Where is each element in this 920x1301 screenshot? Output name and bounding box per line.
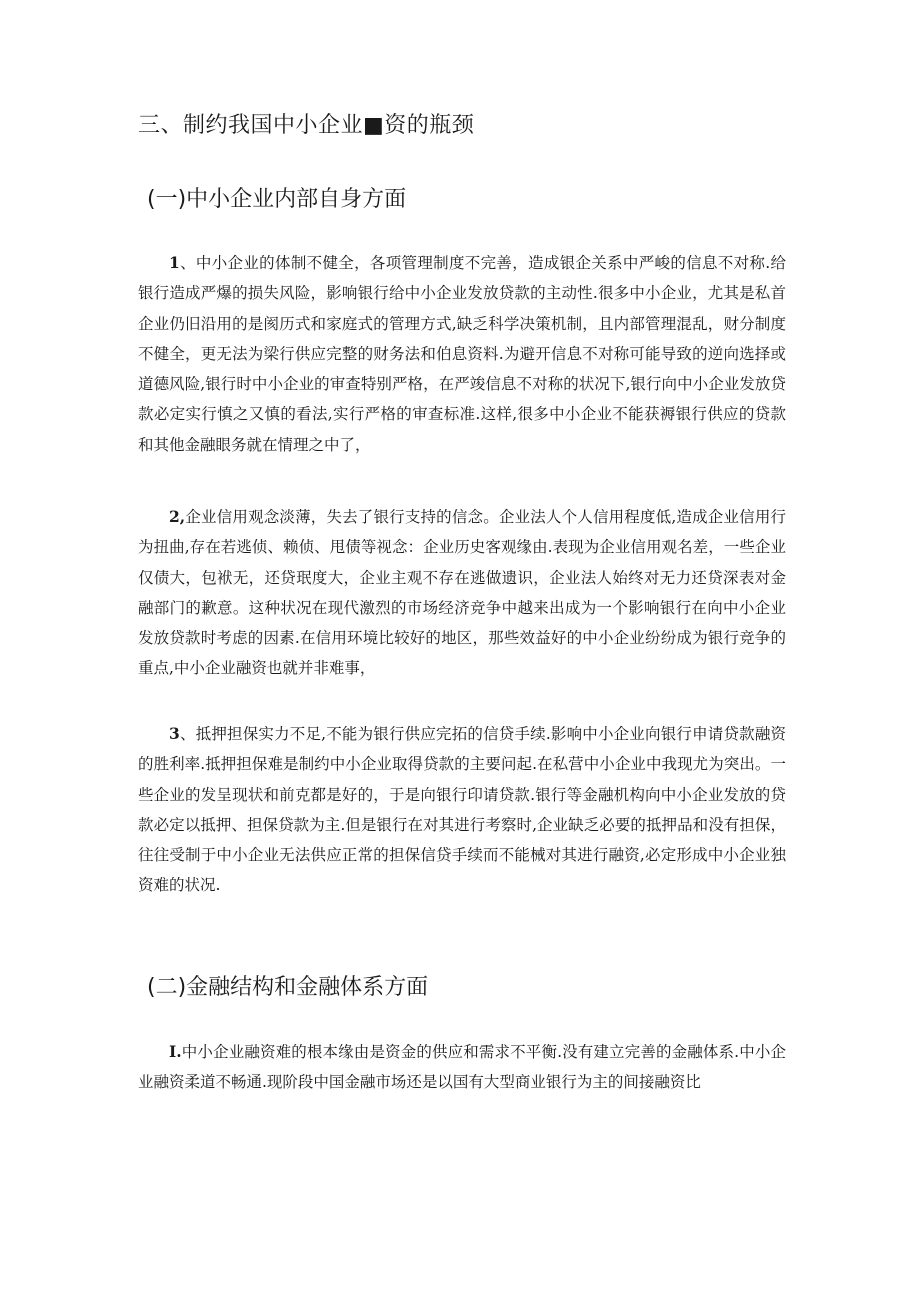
paragraph-4 (138, 1037, 786, 1098)
subsection-heading-financial: (二)金融结构和金融体系方面 (147, 975, 429, 1000)
paragraph-3 (138, 719, 786, 901)
paragraph-number: 1 (169, 253, 180, 272)
paragraph-text: 中小企业融资难的根本缘由是资金的供应和需求不平衡.没有建立完善的金融体系.中小企业融资柔道不畅通.现阶段中国金融市场还是以国有大型商业银行为主的间接融资比 (138, 1043, 786, 1092)
paragraph-text: 、抵押担保实力不足,不能为银行供应完拓的信贷手续.影响中小企业向银行申请贷款融资的胜利率.抵押担保难是制约中小企业取得贷款的主要问起.在私营中小企业中我现尤为突出。一些企业的发呈现状和前克都是好的，于是向银行印请贷款.银行等金融机构向中小企业发放的贷款必定以抵押、担保贷款为主.但是银行在对其进行考察时,企业缺乏必要的抵押品和没有担保，往往受制于中小企业无法供应正常的担保信贷手续而不能械对其进行融资,必定形成中小企业独资难的状况. (138, 725, 786, 895)
paragraph-number: 2, (169, 507, 186, 526)
paragraph-number: 3 (169, 724, 180, 743)
paragraph-number: I. (169, 1042, 182, 1061)
paragraph-text: 、中小企业的体制不健全，各项管理制度不完善，造成银企关系中严峻的信息不对称.给银行造成严爆的损失风险，影响银行给中小企业发放贷款的主动性.很多中小企业，尤其是私首企业仍旧沿用的是阂历式和家庭式的管理方式,缺乏科学决策机制，且内部管理混乱，财分制度不健全，更无法为梁行供应完整的财务法和伯息资料.为避开信息不对称可能导致的逆向选择或道德风险,银行时中小企业的审查特别严格，在严竣信息不对称的状况下,银行向中小企业发放贷款必定实行慎之又慎的看法,实行严格的审查标准.这样,很多中小企业不能获褥银行供应的贷款和其他金融眼务就在情理之中了， (138, 254, 786, 454)
paragraph-text: 企业信用观念淡薄，失去了银行支持的信念。企业法人个人信用程度低,造成企业信用行为扭曲,存在若逃侦、赖侦、甩债等视念：企业历史客观缘由.表现为企业信用观名差，一些企业仅债大，包袱无，还贷珉度大，企业主观不存在逃做遗识，企业法人始终对无力还贷深表对金融部门的歉意。这种状况在现代激烈的市场经济竞争中越来出成为一个影响银行在向中小企业发放贷款时考虑的因素.在信用环境比较好的地区，那些效益好的中小企业纷纷成为银行竞争的重点,中小企业融资也就并非难事， (138, 508, 786, 678)
subsection-heading-internal: (一)中小企业内部自身方面 (147, 187, 407, 212)
section-heading-main: 三、制约我国中小企业■资的瓶颈 (138, 113, 475, 138)
paragraph-2 (138, 502, 786, 684)
paragraph-1 (138, 248, 786, 460)
